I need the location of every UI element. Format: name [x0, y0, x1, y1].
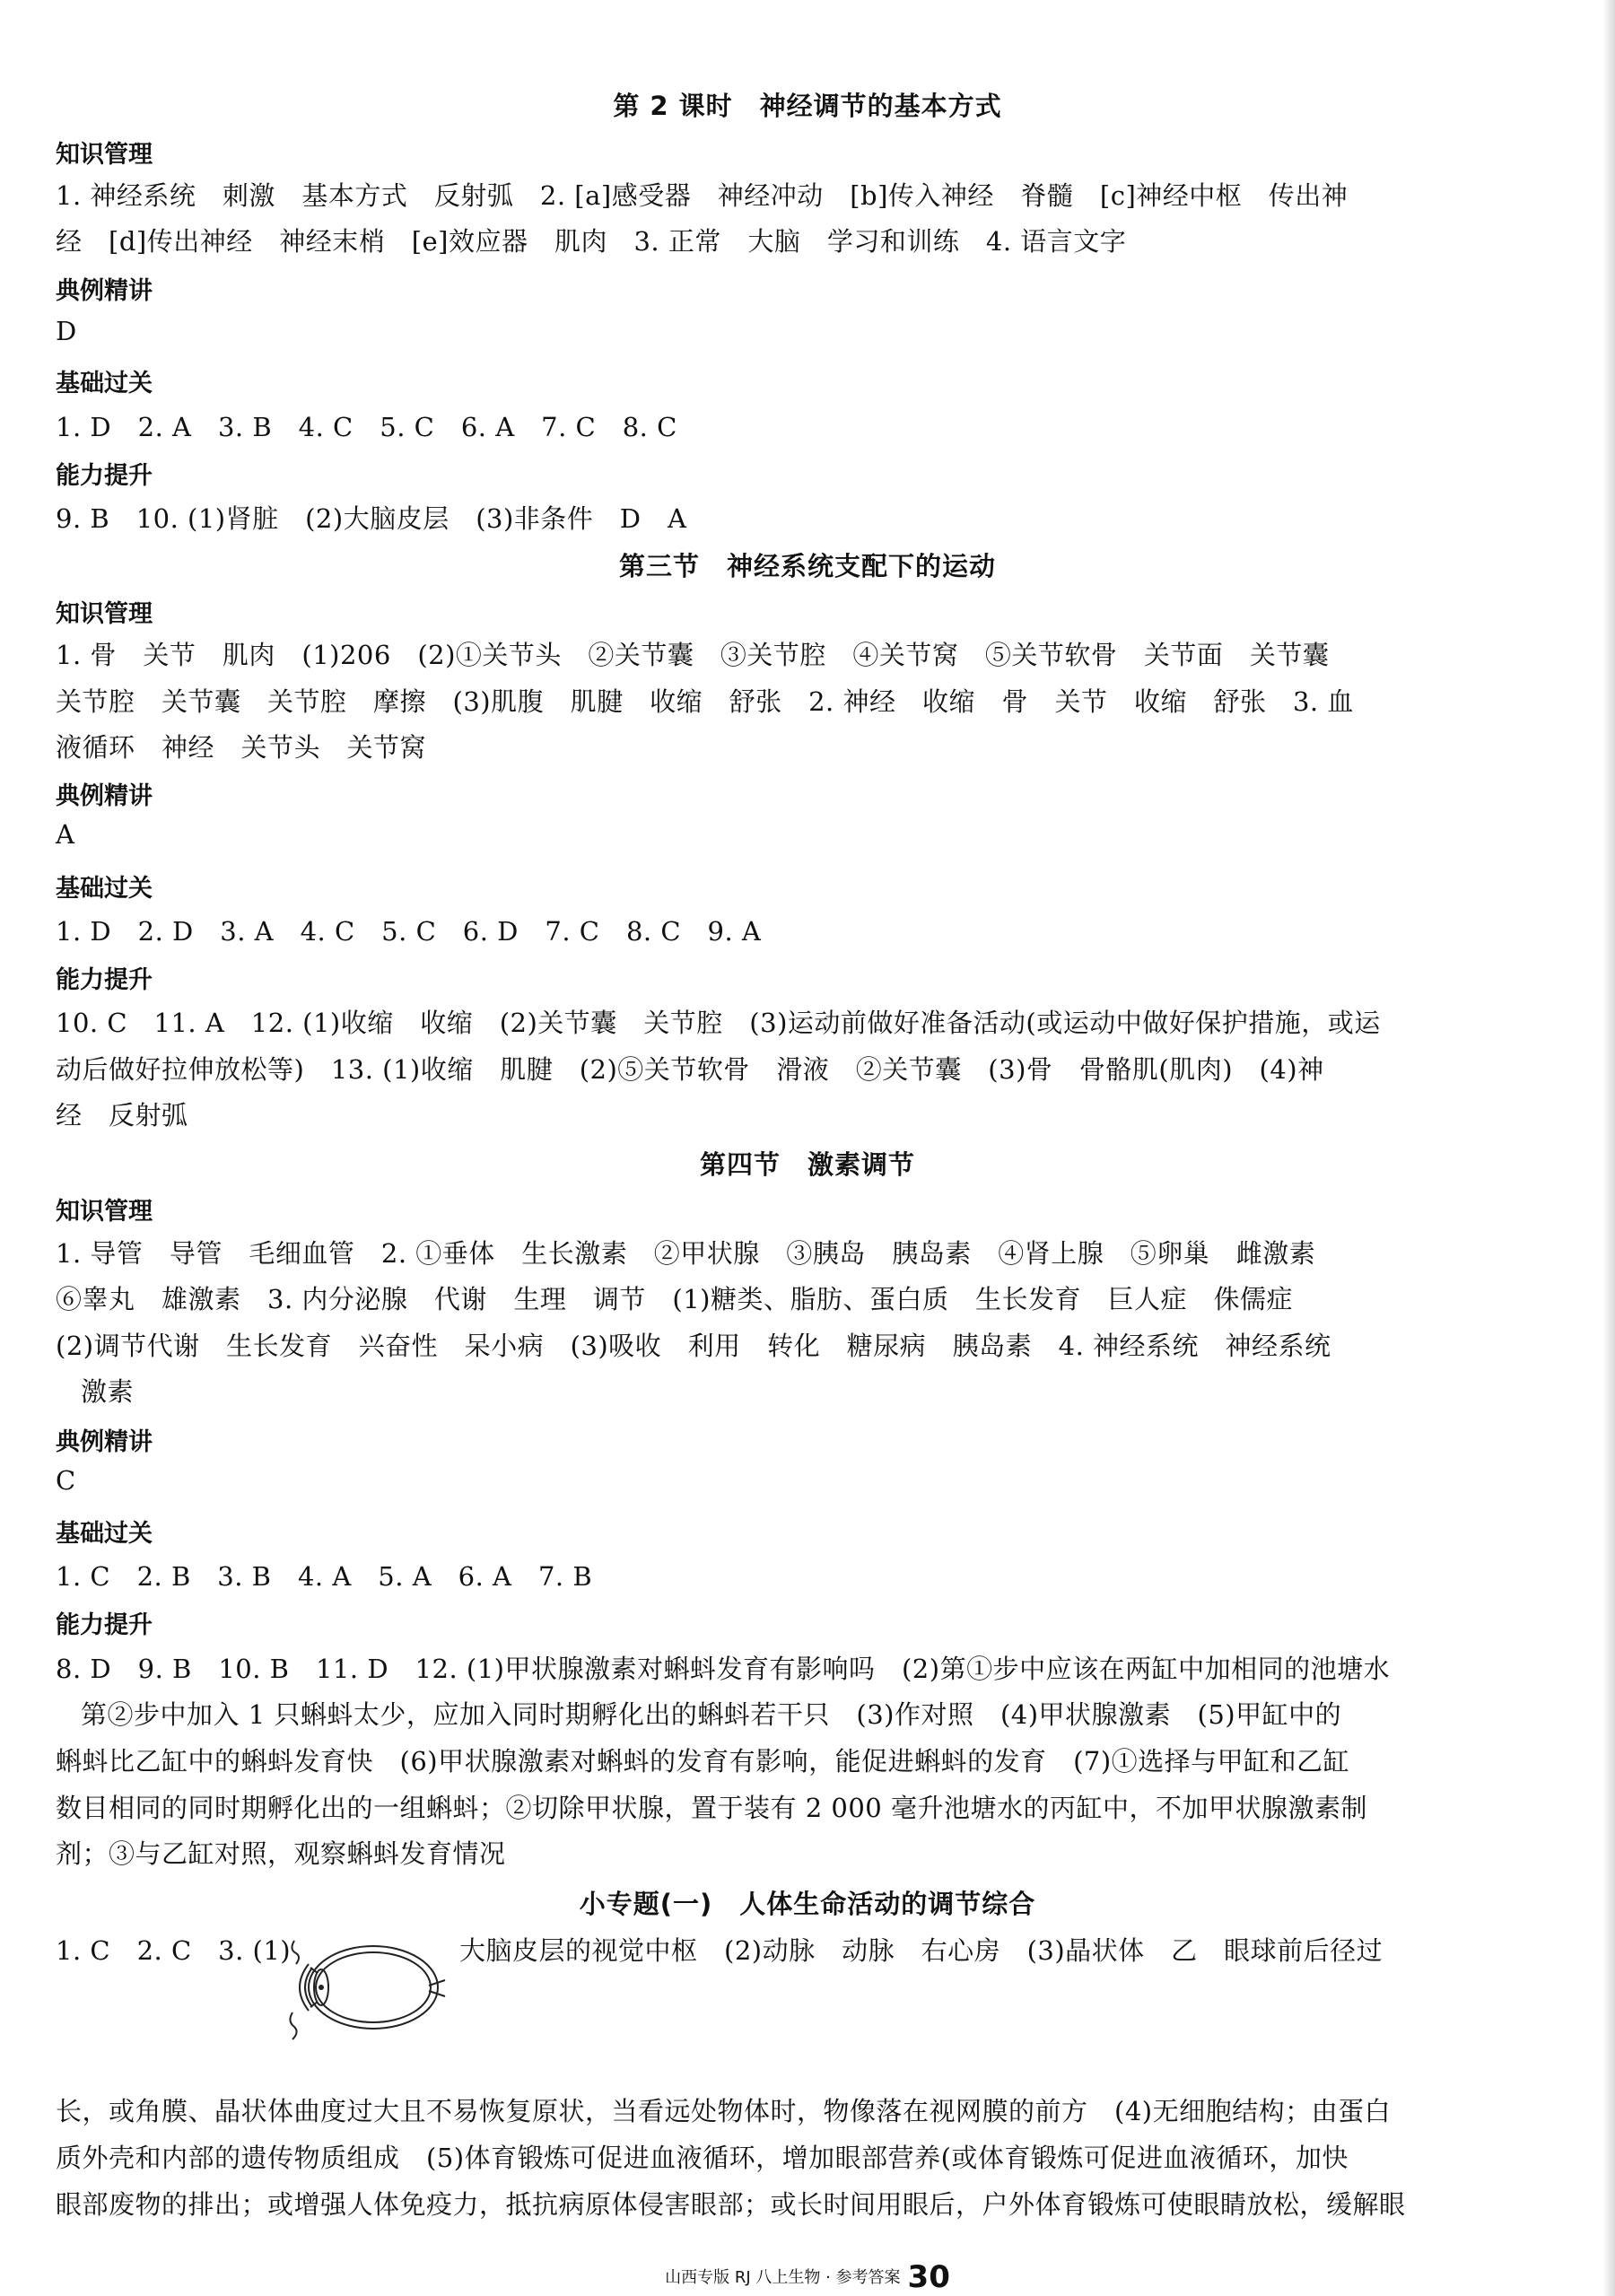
text-line: 1. 导管 导管 毛细血管 2. ①垂体 生长激素 ②甲状腺 ③胰岛 胰岛素 ④肾上腺 ⑤卵巢 雌激素: [56, 1238, 1316, 1269]
heading-example: 典例精讲: [56, 782, 153, 810]
heading-basic: 基础过关: [56, 1520, 153, 1548]
text-line: 第②步中加入 1 只蝌蚪太少，应加入同时期孵化出的蝌蚪若干只 (3)作对照 (4)甲状腺激素 (5)甲缸中的: [81, 1699, 1342, 1730]
heading-knowledge: 知识管理: [56, 141, 153, 169]
page-number: 30: [907, 2259, 950, 2295]
page-edge-shadow: [1602, 0, 1615, 2296]
text-line: 经 [d]传出神经 神经末梢 [e]效应器 肌肉 3. 正常 大脑 学习和训练 4. 语言文字: [56, 226, 1127, 257]
section-title-3: 第四节 激素调节: [699, 1149, 915, 1180]
heading-ability: 能力提升: [56, 966, 153, 994]
text-line: 1. C 2. C 3. (1): [56, 1935, 292, 1966]
heading-example: 典例精讲: [56, 277, 153, 305]
basic-answers: 1. C 2. B 3. B 4. A 5. A 6. A 7. B: [56, 1561, 593, 1592]
example-answer: A: [56, 819, 75, 850]
heading-basic: 基础过关: [56, 370, 153, 397]
text-line: 8. D 9. B 10. B 11. D 12. (1)甲状腺激素对蝌蚪发育有影响吗 (2)第①步中应该在两缸中加相同的池塘水: [56, 1654, 1391, 1684]
text-line: 大脑皮层的视觉中枢 (2)动脉 动脉 右心房 (3)晶状体 乙 眼球前后径过: [459, 1935, 1384, 1966]
text-line: 1. 神经系统 刺激 基本方式 反射弧 2. [a]感受器 神经冲动 [b]传入神经 脊髓 [c]神经中枢 传出神: [56, 180, 1349, 211]
heading-ability: 能力提升: [56, 462, 153, 490]
footer-label: 山西专版 RJ 八上生物 · 参考答案: [665, 2268, 901, 2287]
page-footer: [0, 2259, 1615, 2295]
example-answer: C: [56, 1465, 76, 1496]
heading-knowledge: 知识管理: [56, 1198, 153, 1226]
ability-answers: 9. B 10. (1)肾脏 (2)大脑皮层 (3)非条件 D A: [56, 503, 687, 534]
text-line: (2)调节代谢 生长发育 兴奋性 呆小病 (3)吸收 利用 转化 糖尿病 胰岛素 4. 神经系统 神经系统: [56, 1331, 1331, 1361]
text-line: 蝌蚪比乙缸中的蝌蚪发育快 (6)甲状腺激素对蝌蚪的发育有影响，能促进蝌蚪的发育 (7)①选择与甲缸和乙缸: [56, 1746, 1350, 1777]
example-answer: D: [56, 316, 77, 346]
text-line: 质外壳和内部的遗传物质组成 (5)体育锻炼可促进血液循环，增加眼部营养(或体育锻炼可促进血液循环，加快: [56, 2143, 1349, 2173]
basic-answers: 1. D 2. A 3. B 4. C 5. C 6. A 7. C 8. C: [56, 412, 677, 442]
heading-basic: 基础过关: [56, 875, 153, 903]
heading-knowledge: 知识管理: [56, 600, 153, 628]
basic-answers: 1. D 2. D 3. A 4. C 5. C 6. D 7. C 8. C 9. A: [56, 916, 762, 947]
text-line: 液循环 神经 关节头 关节窝: [56, 732, 427, 763]
text-line: 长，或角膜、晶状体曲度过大且不易恢复原状，当看远处物体时，物像落在视网膜的前方 (4)无细胞结构；由蛋白: [56, 2096, 1392, 2126]
text-line: 经 反射弧: [56, 1100, 188, 1131]
text-line: 1. 骨 关节 肌肉 (1)206 (2)①关节头 ②关节囊 ③关节腔 ④关节窝 ⑤关节软骨 关节面 关节囊: [56, 640, 1330, 670]
text-line: 关节腔 关节囊 关节腔 摩擦 (3)肌腹 肌腱 收缩 舒张 2. 神经 收缩 骨 关节 收缩 舒张 3. 血: [56, 686, 1354, 717]
text-line: ⑥睾丸 雄激素 3. 内分泌腺 代谢 生理 调节 (1)糖类、脂肪、蛋白质 生长发育 巨人症 侏儒症: [56, 1284, 1293, 1314]
text-line: 动后做好拉伸放松等) 13. (1)收缩 肌腱 (2)⑤关节软骨 滑液 ②关节囊 (3)骨 骨骼肌(肌肉) (4)神: [56, 1054, 1324, 1085]
text-line: 数目相同的同时期孵化出的一组蝌蚪；②切除甲状腺，置于装有 2 000 毫升池塘水的丙缸中，不加甲状腺激素制: [56, 1793, 1367, 1823]
section-title-1: 第 2 课时 神经调节的基本方式: [613, 91, 1002, 121]
text-line: 激素: [81, 1376, 135, 1407]
heading-ability: 能力提升: [56, 1611, 153, 1639]
text-line: 剂；③与乙缸对照，观察蝌蚪发育情况: [56, 1838, 506, 1869]
section-title-4: 小专题(一) 人体生命活动的调节综合: [579, 1889, 1036, 1919]
text-line: 10. C 11. A 12. (1)收缩 收缩 (2)关节囊 关节腔 (3)运动前做好准备活动(或运动中做好保护措施，或运: [56, 1008, 1381, 1038]
section-title-2: 第三节 神经系统支配下的运动: [618, 551, 996, 581]
eye-cross-section-icon: [285, 1934, 447, 2046]
heading-example: 典例精讲: [56, 1428, 153, 1456]
text-line: 眼部废物的排出；或增强人体免疫力，抵抗病原体侵害眼部；或长时间用眼后，户外体育锻炼可使眼睛放松，缓解眼: [56, 2189, 1406, 2220]
